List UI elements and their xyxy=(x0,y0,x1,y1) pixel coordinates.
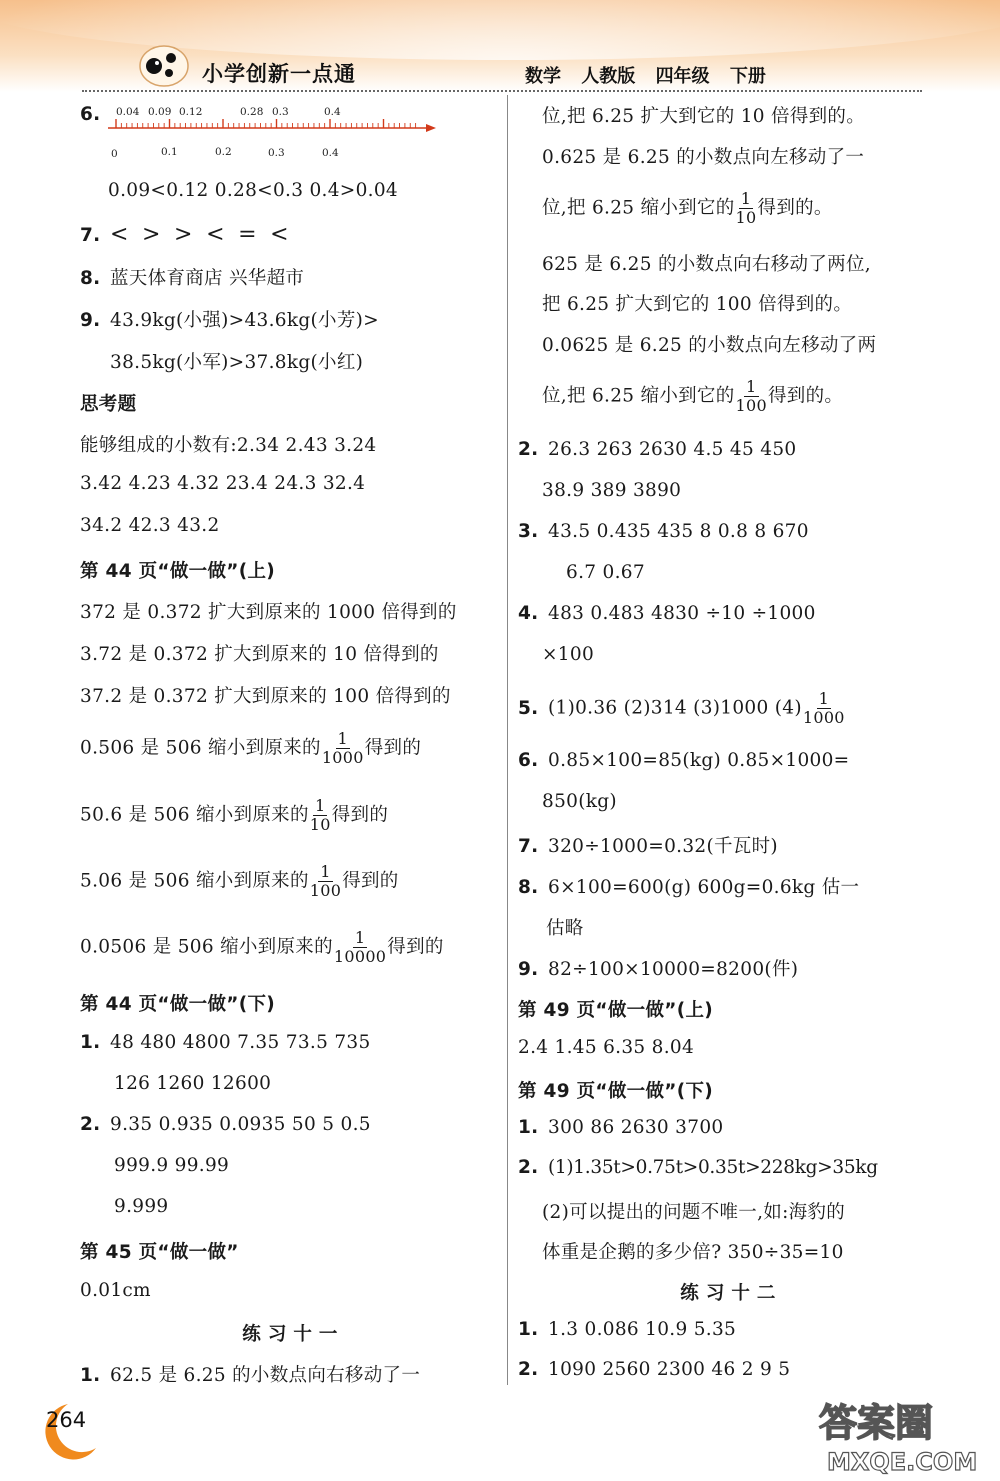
answer-text: 43.9kg(小强)>43.6kg(小芳)> xyxy=(110,310,379,331)
lower-label: 0.2 xyxy=(215,146,232,158)
volume-label: 下册 xyxy=(729,66,766,87)
p44u-line-3: 37.2 是 0.372 扩大到原来的 100 倍得到的 xyxy=(80,686,451,707)
lower-label: 0 xyxy=(111,148,118,160)
question-4 xyxy=(518,603,816,624)
p44d-question-2 xyxy=(80,1114,371,1135)
p44u-line-5 xyxy=(80,797,388,834)
answer-text: 50.6 是 506 缩小到原来的 xyxy=(80,804,309,826)
p44u-line-2: 3.72 是 0.372 扩大到原来的 10 倍得到的 xyxy=(80,644,439,665)
question-number: 8. xyxy=(518,877,539,898)
question-number: 2. xyxy=(518,439,539,460)
r-line-4: 625 是 6.25 的小数点向右移动了两位, xyxy=(542,254,871,275)
think-line-2: 3.42 4.23 4.32 23.4 24.3 32.4 xyxy=(80,473,366,494)
watermark-bottom: MXQE.COM xyxy=(827,1448,978,1476)
answer-text: 得到的 xyxy=(364,737,422,759)
question-number: 1. xyxy=(518,1117,539,1138)
p49d-question-2 xyxy=(518,1157,878,1178)
fraction xyxy=(736,378,767,415)
question-number: 1. xyxy=(518,1319,539,1340)
think-line-1: 能够组成的小数有:2.34 2.43 3.24 xyxy=(80,435,377,456)
r-line-5: 把 6.25 扩大到它的 100 倍得到的。 xyxy=(542,294,853,315)
fraction-denominator: 1000 xyxy=(802,708,845,727)
answer-text: 300 86 2630 3700 xyxy=(548,1117,724,1138)
q3-continued: 6.7 0.67 xyxy=(566,562,645,583)
r-line-7 xyxy=(542,378,843,415)
q2-continued: 38.9 389 3890 xyxy=(542,480,682,501)
upper-label: 0.09 xyxy=(148,106,172,118)
p45-line-1: 0.01cm xyxy=(80,1280,151,1301)
question-number: 4. xyxy=(518,603,539,624)
answer-text: 得到的 xyxy=(342,870,399,892)
question-7 xyxy=(80,222,289,247)
fraction-numerator: 1 xyxy=(818,689,830,708)
answer-text: 0.0506 是 506 缩小到原来的 xyxy=(80,936,333,958)
answer-text: 得到的 xyxy=(331,804,389,826)
question-number: 2. xyxy=(518,1157,539,1178)
answer-text: 6×100=600(g) 600g=0.6kg 估一 xyxy=(548,877,860,898)
question-6-right xyxy=(518,750,850,771)
answer-text: 得到的。 xyxy=(757,197,833,219)
answer-text: 43.5 0.435 435 8 0.8 8 670 xyxy=(548,521,809,542)
series-title: 小学创新一点通 xyxy=(202,62,356,86)
p44d-question-1 xyxy=(80,1032,371,1053)
q8-continued: 估略 xyxy=(546,918,584,939)
p44u-line-4 xyxy=(80,730,421,767)
exercise-11-title: 练 习 十 一 xyxy=(242,1324,338,1345)
answer-text: < > > < = < xyxy=(110,222,289,247)
p44u-line-1: 372 是 0.372 扩大到原来的 1000 倍得到的 xyxy=(80,602,457,623)
answer-text: 26.3 263 2630 4.5 45 450 xyxy=(548,439,797,460)
question-number: 8. xyxy=(80,268,101,289)
p44d-q2-continued: 9.999 xyxy=(114,1196,169,1217)
answer-text: 9.35 0.935 0.0935 50 5 0.5 xyxy=(110,1114,371,1135)
fraction-denominator: 1000 xyxy=(321,748,364,767)
question-9-right xyxy=(518,955,798,981)
fraction-numerator: 1 xyxy=(320,862,331,881)
lower-label: 0.3 xyxy=(268,147,285,159)
section-heading-p49-lower: 第 49 页“做一做”(下) xyxy=(518,1081,714,1102)
page-header xyxy=(0,0,1000,92)
question-number: 2. xyxy=(80,1114,101,1135)
answer-text: 82÷100×10000=8200(件) xyxy=(548,959,799,980)
page-number: 264 xyxy=(46,1408,87,1432)
header-dotted-rule xyxy=(82,90,922,92)
r-line-6: 0.0625 是 6.25 的小数点向左移动了两 xyxy=(542,335,877,356)
answer-text: 62.5 是 6.25 的小数点向右移动了一 xyxy=(110,1365,421,1386)
r-line-2: 0.625 是 6.25 的小数点向左移动了一 xyxy=(542,147,865,168)
question-number: 6. xyxy=(80,104,101,125)
fraction xyxy=(803,690,845,727)
q9-continued: 38.5kg(小军)>37.8kg(小红) xyxy=(110,352,364,373)
subject-label: 数学 xyxy=(525,66,561,87)
fraction-numerator: 1 xyxy=(337,729,349,748)
question-number: 2. xyxy=(518,1359,539,1380)
question-number: 7. xyxy=(80,225,101,246)
section-heading-p44-upper: 第 44 页“做一做”(上) xyxy=(80,561,276,582)
watermark-top: 答案圈 xyxy=(819,1401,934,1445)
column-divider xyxy=(507,95,508,1385)
question-number: 5. xyxy=(518,697,539,719)
fraction-denominator: 10 xyxy=(309,815,331,834)
question-number: 9. xyxy=(518,959,539,980)
answer-text: 0.85×100=85(kg) 0.85×1000= xyxy=(548,750,850,771)
upper-label: 0.28 xyxy=(240,106,264,118)
question-number: 3. xyxy=(518,521,539,542)
edition-label: 人教版 xyxy=(581,66,636,87)
answer-text: 483 0.483 4830 ÷10 ÷1000 xyxy=(548,603,816,624)
fraction-numerator: 1 xyxy=(740,189,752,208)
p49d-question-1 xyxy=(518,1117,723,1138)
r-line-3 xyxy=(542,190,833,227)
fraction-denominator: 10 xyxy=(735,208,757,227)
question-number: 7. xyxy=(518,836,539,857)
answer-text: 位,把 6.25 缩小到它的 xyxy=(542,385,735,407)
answer-text: 蓝天体育商店 兴华超市 xyxy=(110,268,305,289)
q4-continued: ×100 xyxy=(542,644,595,665)
question-5 xyxy=(518,690,846,727)
answer-text: 0.506 是 506 缩小到原来的 xyxy=(80,737,321,759)
number-line xyxy=(108,100,438,165)
watermark-logo xyxy=(815,1392,990,1477)
think-line-3: 34.2 42.3 43.2 xyxy=(80,515,220,536)
upper-label: 0.3 xyxy=(272,106,289,118)
question-7-right xyxy=(518,832,778,858)
question-8-right xyxy=(518,873,859,899)
mascot-icon xyxy=(138,40,190,88)
answer-text: 48 480 4800 7.35 73.5 735 xyxy=(110,1032,371,1053)
exercise-12-question-1 xyxy=(518,1319,736,1340)
upper-label: 0.4 xyxy=(324,106,341,118)
p49d-q2-continued: 体重是企鹅的多少倍? 350÷35=10 xyxy=(542,1242,844,1263)
fraction-denominator: 10000 xyxy=(333,947,387,966)
upper-label: 0.04 xyxy=(116,106,140,118)
lower-label: 0.4 xyxy=(322,147,339,159)
answer-text: 得到的 xyxy=(387,936,444,958)
exercise-12-title: 练 习 十 二 xyxy=(680,1283,776,1304)
upper-label: 0.12 xyxy=(179,106,203,118)
arrow-icon xyxy=(426,124,436,132)
question-number: 1. xyxy=(80,1365,101,1386)
grade-label: 四年级 xyxy=(655,66,710,87)
answer-text: (1)1.35t>0.75t>0.35t>228kg>35kg xyxy=(548,1157,878,1178)
answer-text: 320÷1000=0.32(千瓦时) xyxy=(548,836,778,857)
question-6 xyxy=(80,104,110,125)
q6-comparison: 0.09<0.12 0.28<0.3 0.4>0.04 xyxy=(108,180,398,201)
section-heading-think: 思考题 xyxy=(80,394,137,415)
exercise-11-question-1 xyxy=(80,1361,420,1387)
section-heading-p44-lower: 第 44 页“做一做”(下) xyxy=(80,994,276,1015)
fraction-numerator: 1 xyxy=(746,377,757,396)
book-meta xyxy=(525,62,766,88)
p44d-q2-continued: 999.9 99.99 xyxy=(114,1155,230,1176)
fraction xyxy=(310,863,341,900)
answer-text: 1.3 0.086 10.9 5.35 xyxy=(548,1319,737,1340)
fraction-numerator: 1 xyxy=(314,796,326,815)
fraction xyxy=(736,190,757,227)
fraction xyxy=(322,730,364,767)
p49u-line-1: 2.4 1.45 6.35 8.04 xyxy=(518,1037,695,1058)
answer-text: (1)0.36 (2)314 (3)1000 (4) xyxy=(548,697,802,719)
fraction xyxy=(334,929,386,966)
section-heading-p49-upper: 第 49 页“做一做”(上) xyxy=(518,1000,714,1021)
answer-text: 位,把 6.25 缩小到它的 xyxy=(542,197,735,219)
question-number: 1. xyxy=(80,1032,101,1053)
exercise-12-question-2 xyxy=(518,1359,790,1380)
p44u-line-6 xyxy=(80,863,399,900)
fraction-numerator: 1 xyxy=(354,928,366,947)
tick-group xyxy=(116,119,416,128)
question-number: 6. xyxy=(518,750,539,771)
fraction-denominator: 100 xyxy=(309,881,342,900)
answer-text: 1090 2560 2300 46 2 9 5 xyxy=(548,1359,791,1380)
question-2 xyxy=(518,439,796,460)
p44d-q1-continued: 126 1260 12600 xyxy=(114,1073,272,1094)
fraction xyxy=(310,797,331,834)
section-heading-p45: 第 45 页“做一做” xyxy=(80,1242,239,1263)
r-line-1: 位,把 6.25 扩大到它的 10 倍得到的。 xyxy=(542,106,866,127)
p44u-line-7 xyxy=(80,929,444,966)
question-number: 9. xyxy=(80,310,101,331)
fraction-denominator: 100 xyxy=(735,396,767,415)
question-9 xyxy=(80,306,379,332)
question-3 xyxy=(518,521,809,542)
q6-continued: 850(kg) xyxy=(542,791,617,812)
p49d-q2-continued: (2)可以提出的问题不唯一,如:海豹的 xyxy=(542,1202,846,1223)
question-8 xyxy=(80,264,304,290)
answer-text: 得到的。 xyxy=(768,385,844,407)
answer-text: 5.06 是 506 缩小到原来的 xyxy=(80,870,309,892)
lower-label: 0.1 xyxy=(161,146,178,158)
